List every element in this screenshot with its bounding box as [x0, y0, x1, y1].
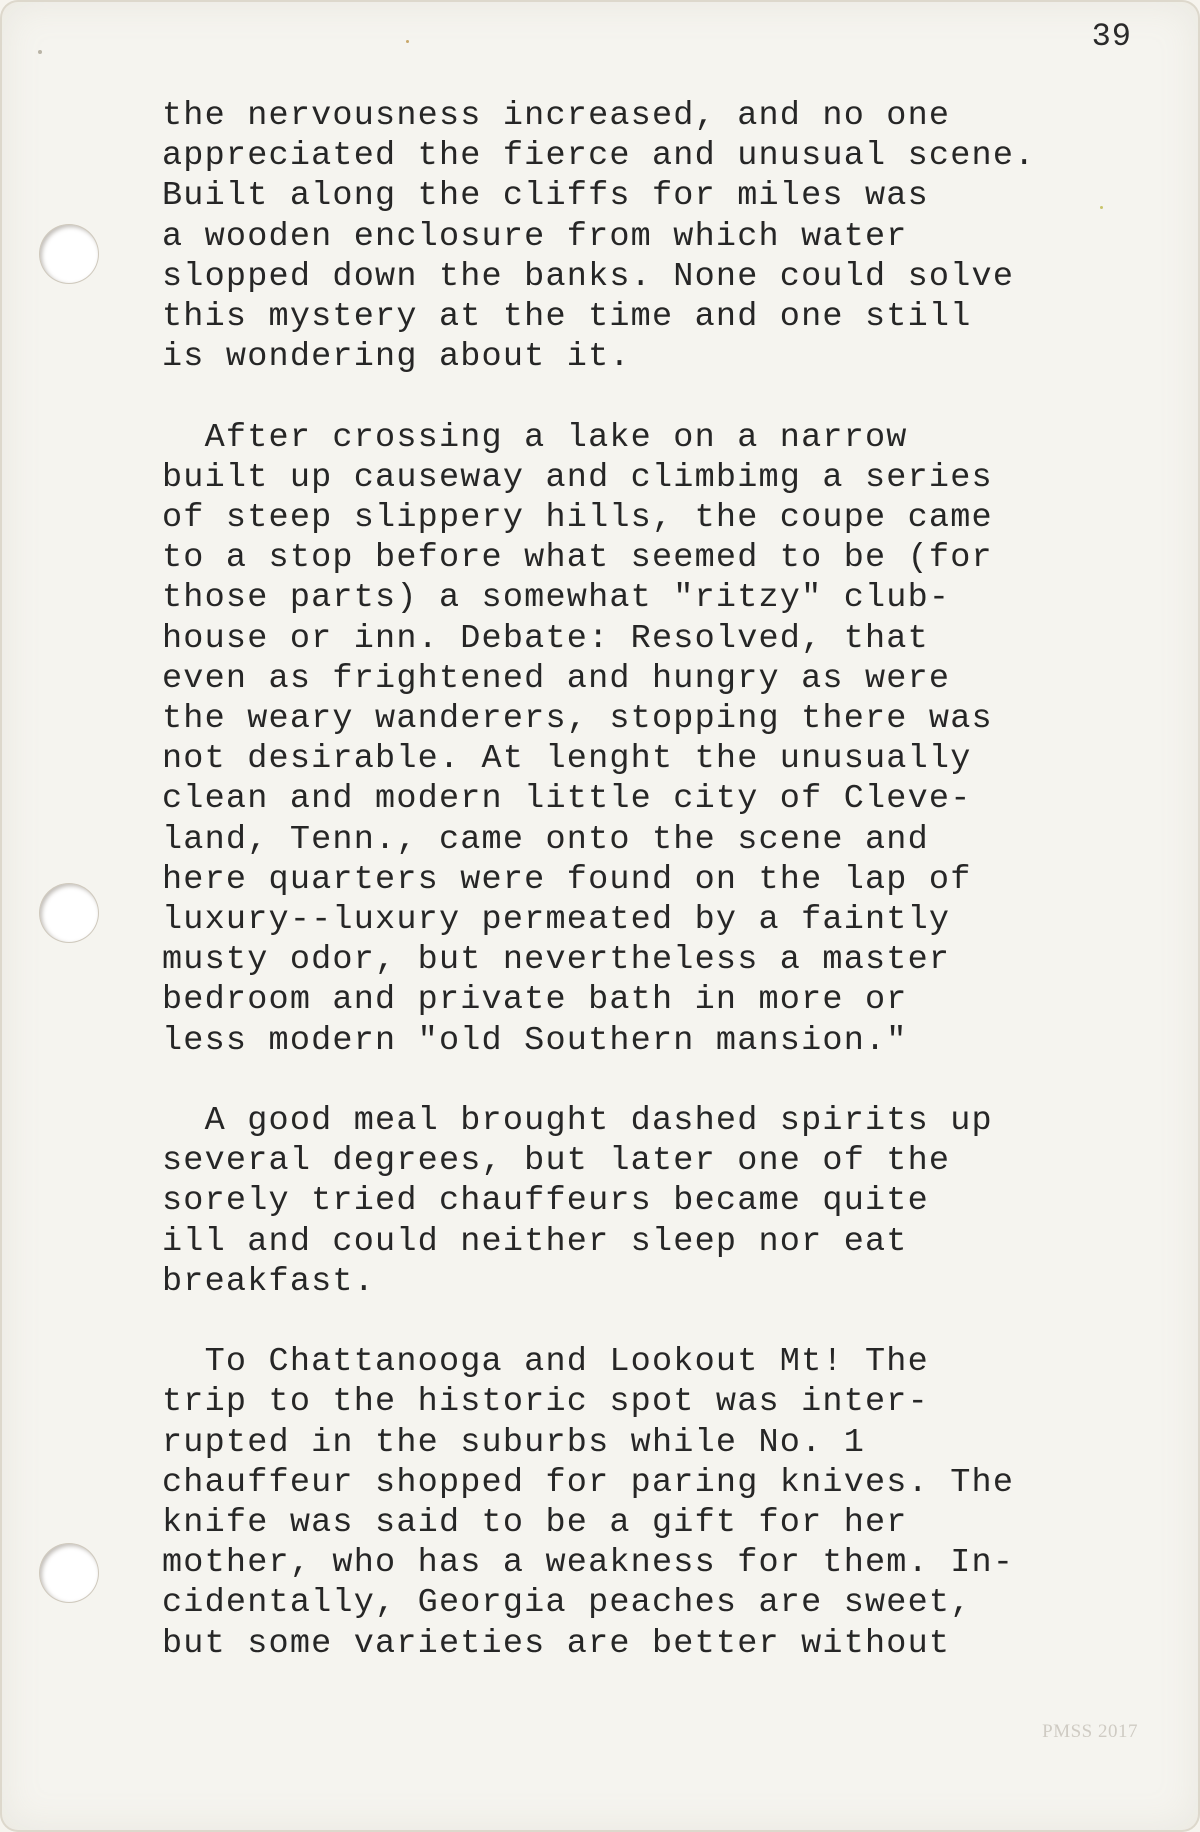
- text-line: musty odor, but nevertheless a master: [162, 941, 951, 980]
- text-line: but some varieties are better without: [162, 1624, 951, 1663]
- paper-speck: [38, 50, 42, 54]
- text-line: Built along the cliffs for miles was: [162, 177, 929, 216]
- text-line: less modern "old Southern mansion.": [162, 1021, 908, 1060]
- text-line: knife was said to be a gift for her: [162, 1504, 908, 1543]
- text-line: is wondering about it.: [162, 338, 631, 377]
- text-line: clean and modern little city of Cleve-: [162, 780, 972, 819]
- text-line: luxury--luxury permeated by a faintly: [162, 901, 951, 940]
- binder-hole-top: [40, 225, 98, 283]
- text-line: breakfast.: [162, 1262, 376, 1301]
- paragraph-3: [162, 1101, 1172, 1302]
- text-line: ill and could neither sleep nor eat: [162, 1222, 908, 1261]
- text-line: trip to the historic spot was inter-: [162, 1383, 929, 1422]
- paragraph-2: [162, 418, 1172, 1061]
- text-line: house or inn. Debate: Resolved, that: [162, 619, 929, 658]
- text-line: A good meal brought dashed spirits up: [162, 1102, 993, 1141]
- text-line: mother, who has a weakness for them. In-: [162, 1544, 1015, 1583]
- text-line: this mystery at the time and one still: [162, 298, 972, 337]
- page-number: 39: [1091, 18, 1132, 55]
- text-line: the nervousness increased, and no one: [162, 97, 951, 135]
- text-line: chauffeur shopped for paring knives. The: [162, 1463, 1015, 1502]
- text-line: several degrees, but later one of the: [162, 1142, 951, 1181]
- binder-hole-bottom: [40, 1544, 98, 1602]
- paper-speck: [406, 40, 409, 43]
- text-line: the weary wanderers, stopping there was: [162, 700, 993, 739]
- text-line: to a stop before what seemed to be (for: [162, 539, 993, 578]
- paragraph-1: [162, 96, 1172, 377]
- text-line: a wooden enclosure from which water: [162, 217, 908, 256]
- body-text: [162, 96, 1172, 1704]
- text-line: After crossing a lake on a narrow: [162, 418, 908, 457]
- text-line: land, Tenn., came onto the scene and: [162, 820, 929, 859]
- binder-hole-middle: [40, 884, 98, 942]
- text-line: slopped down the banks. None could solve: [162, 257, 1015, 296]
- text-line: built up causeway and climbimg a series: [162, 458, 993, 497]
- text-line: not desirable. At lenght the unusually: [162, 740, 972, 779]
- text-line: even as frightened and hungry as were: [162, 659, 951, 698]
- text-line: appreciated the fierce and unusual scene.: [162, 137, 1036, 176]
- paragraph-4: [162, 1342, 1172, 1664]
- text-line: sorely tried chauffeurs became quite: [162, 1182, 929, 1221]
- text-line: bedroom and private bath in more or: [162, 981, 908, 1020]
- text-line: cidentally, Georgia peaches are sweet,: [162, 1584, 972, 1623]
- text-line: rupted in the suburbs while No. 1: [162, 1423, 866, 1462]
- text-line: here quarters were found on the lap of: [162, 860, 972, 899]
- text-line: those parts) a somewhat "ritzy" club-: [162, 579, 951, 618]
- watermark: PMSS 2017: [1042, 1721, 1138, 1742]
- text-line: of steep slippery hills, the coupe came: [162, 499, 993, 538]
- text-line: To Chattanooga and Lookout Mt! The: [162, 1343, 929, 1382]
